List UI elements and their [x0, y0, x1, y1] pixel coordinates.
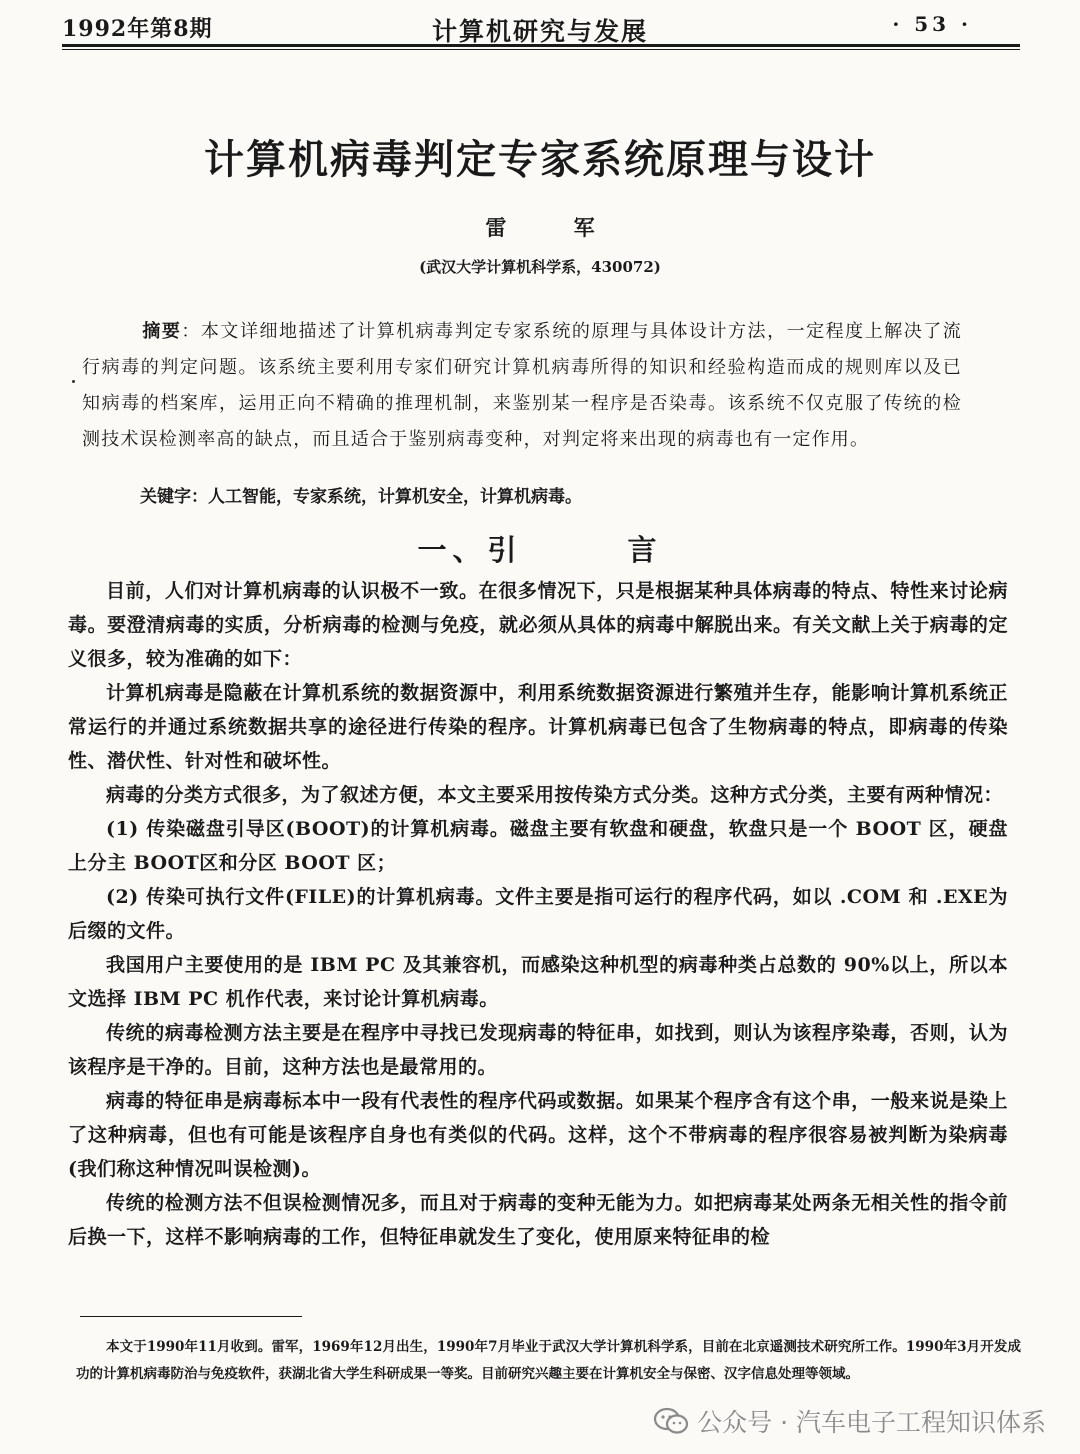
- paragraph: 病毒的分类方式很多，为了叙述方便，本文主要采用按传染方式分类。这种方式分类，主要有两种情况：: [106, 784, 1004, 806]
- body-text: [68, 574, 1008, 1254]
- issue-label: 1992年第8期: [62, 16, 213, 42]
- wechat-icon: [653, 1407, 689, 1435]
- paper-title: 计算机病毒判定专家系统原理与设计: [204, 137, 876, 183]
- footnote: 本文于1990年11月收到。雷军，1969年12月出生，1990年7月毕业于武汉大学计算机科学系，目前在北京遥测技术研究所工作。1990年3月开发成功的计算机病毒防治与免疫软件，获湖北省大学生科研成果一等奖。目前研究兴趣主要在计算机安全与保密、汉字信息处理等领域。: [76, 1339, 1021, 1382]
- keywords: 关键字：人工智能，专家系统，计算机安全，计算机病毒。: [140, 487, 582, 507]
- paragraph: 病毒的特征串是病毒标本中一段有代表性的程序代码或数据。如果某个程序含有这个串，一般来说是染上了这种病毒，但也有可能是该程序自身也有类似的代码。这样，这个不带病毒的程序很容易被判断为染病毒(我们称这种情况叫误检测)。: [68, 1090, 1008, 1180]
- author-name: 雷 军: [485, 215, 625, 240]
- abstract-text: ：本文详细地描述了计算机病毒判定专家系统的原理与具体设计方法，一定程度上解决了流行病毒的判定问题。该系统主要利用专家们研究计算机病毒所得的知识和经验构造而成的规则库以及已知病毒的档案库，运用正向不精确的推理机制，来鉴别某一程序是否染毒。该系统不仅克服了传统的检测技术误检测率高的缺点，而且适合于鉴别病毒变种，对判定将来出现的病毒也有一定作用。: [82, 321, 962, 450]
- page-number: · 53 ·: [892, 12, 972, 36]
- abstract: [82, 314, 962, 458]
- footnote-rule: [80, 1316, 302, 1317]
- author-affiliation: (武汉大学计算机科学系，430072): [419, 258, 661, 276]
- paragraph: 传统的检测方法不但误检测情况多，而且对于病毒的变种无能为力。如把病毒某处两条无相关性的指令前后换一下，这样不影响病毒的工作，但特征串就发生了变化，使用原来特征串的检: [68, 1192, 1008, 1248]
- section-heading: 一、引 言: [417, 533, 663, 567]
- paragraph: 我国用户主要使用的是 IBM PC 及其兼容机，而感染这种机型的病毒种类占总数的 90%以上，所以本文选择 IBM PC 机作代表，来讨论计算机病毒。: [68, 954, 1008, 1010]
- paragraph: 计算机病毒是隐蔽在计算机系统的数据资源中，利用系统数据资源进行繁殖并生存，能影响计算机系统正常运行的并通过系统数据共享的途径进行传染的程序。计算机病毒已包含了生物病毒的特点，即病毒的传染性、潜伏性、针对性和破坏性。: [68, 682, 1008, 772]
- paragraph: 传统的病毒检测方法主要是在程序中寻找已发现病毒的特征串，如找到，则认为该程序染毒，否则，认为该程序是干净的。目前，这种方法也是最常用的。: [68, 1022, 1008, 1078]
- paragraph: (1) 传染磁盘引导区(BOOT)的计算机病毒。磁盘主要有软盘和硬盘，软盘只是一个 BOOT 区，硬盘上分主 BOOT区和分区 BOOT 区；: [68, 818, 1008, 874]
- header-rule: [62, 44, 1020, 50]
- running-header: [0, 0, 1080, 50]
- abstract-label: 摘要: [142, 321, 182, 342]
- paragraph: (2) 传染可执行文件(FILE)的计算机病毒。文件主要是指可运行的程序代码，如以 .COM 和 .EXE为后缀的文件。: [68, 886, 1008, 942]
- watermark: [653, 1403, 1046, 1439]
- scan-speck: [72, 380, 75, 383]
- journal-name: 计算机研究与发展: [431, 17, 648, 46]
- watermark-text: 公众号 · 汽车电子工程知识体系: [697, 1408, 1046, 1437]
- paragraph: 目前，人们对计算机病毒的认识极不一致。在很多情况下，只是根据某种具体病毒的特点、特性来讨论病毒。要澄清病毒的实质，分析病毒的检测与免疫，就必须从具体的病毒中解脱出来。有关文献上关于病毒的定义很多，较为准确的如下：: [68, 580, 1008, 670]
